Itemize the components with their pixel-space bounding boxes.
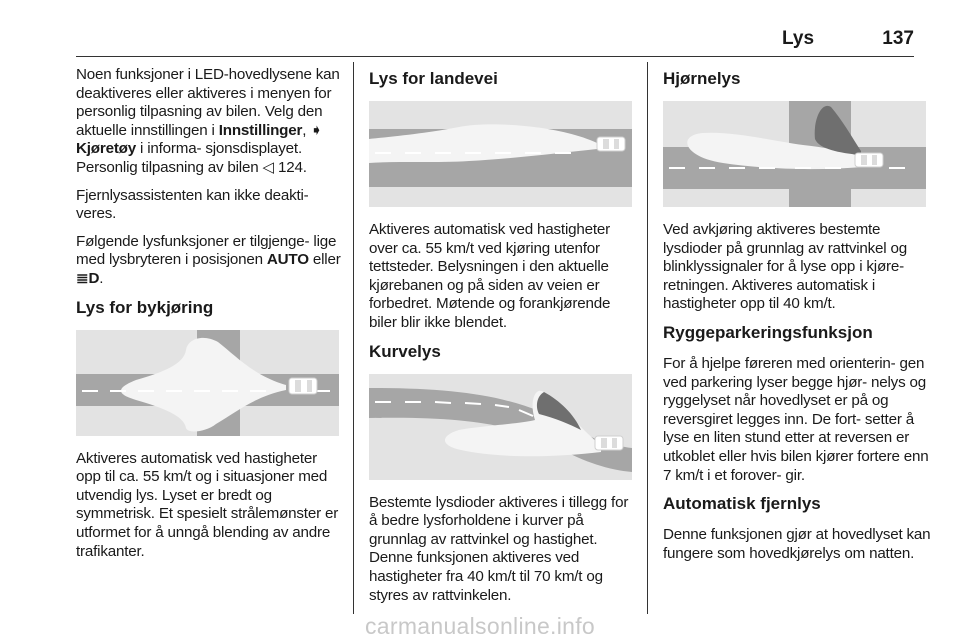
low-beam-icon: ≣D [76,269,100,287]
country-light-illustration [369,101,632,207]
auto-label: AUTO [266,251,309,269]
column-2 [369,66,637,614]
section-title: Lys [782,28,815,49]
car-icon [595,436,623,450]
paragraph-light-switch: Følgende lysfunksjoner er tilgjenge- lige med lysbryteren i posisjonen AUTO eller ≣D. [76,232,341,287]
column-divider-2 [647,62,648,614]
heading-country-light: Lys for landevei [369,69,498,88]
paragraph-country-light: Aktiveres automatisk ved hastigheter over ca. 55 km/t ved kjøring utenfor tettsteder. Belysningen i den aktuelle kjørebanen og på siden av veien er forbedret. Møtende og forankjørende biler blir ikke blendet. [369,221,611,331]
column-3 [663,66,931,572]
heading-town-light: Lys for bykjøring [76,297,214,317]
header-rule [76,56,914,57]
town-light-illustration [76,330,339,436]
heading-reverse-parking: Ryggeparkeringsfunksjon [663,322,873,342]
paragraph-corner-light: Ved avkjøring aktiveres bestemte lysdioder på grunnlag av rattvinkel og blinklyssignaler for å lyse opp i kjøre- retningen. Aktiveres automatisk i hastigheter opp til 40 km/t. [663,221,907,313]
paragraph-reverse-parking: For å hjelpe føreren med orienterin- gen ved parkering lyser begge hjør- nelys og ryggelyset når hovedlyset er på og reversgiret legges inn. De fort- setter å lyse en liten stund etter at reversen er utkoblet eller hvis bilen kjører fortere enn 7 km/t i et forover- gir. [663,354,929,484]
paragraph-high-beam-assist: Fjernlysassistenten kan ikke deakti- veres. [76,186,309,223]
column-1 [76,66,344,570]
page-number: 137 [882,28,914,49]
corner-light-illustration [663,101,926,207]
car-icon [597,137,625,151]
arrow-icon: ➧ [310,121,323,139]
column-divider-1 [353,62,354,614]
curve-light-illustration [369,374,632,480]
page-reference-icon: ◁ [262,158,274,176]
paragraph-auto-high-beam: Denne funksjonen gjør at hovedlyset kan fungere som hovedkjørelys om natten. [663,526,931,562]
paragraph-town-light: Aktiveres automatisk ved hastigheter opp til ca. 55 km/t og i situasjoner med utvendig lys. Lyset er bredt og symmetrisk. Et spesielt strålemønster er utformet for å unngå blending av andre trafikanter. [76,449,339,560]
car-icon [289,378,317,394]
vehicle-label: Kjøretøy [76,140,137,158]
heading-auto-high-beam: Automatisk fjernlys [663,494,821,514]
heading-corner-light: Hjørnelys [663,69,741,88]
paragraph-intro: Noen funksjoner i LED-hovedlysene kan deaktiveres eller aktiveres i menyen for personlig tilpasning av bilen. Velg den aktuelle innstillingen i Innstillinger, ➧ Kjøretøy i informa- sjonsdisplayet. Personlig tilpasning av bilen ◁ 124. [76,66,340,176]
paragraph-curve-light: Bestemte lysdioder aktiveres i tillegg for å bedre lysforholdene i kurver på grunnlag av rattvinkel og hastighet. Denne funksjonen aktiveres ved hastigheter fra 40 km/t til 70 km/t og styres av rattvinkelen. [369,493,629,604]
heading-curve-light: Kurvelys [369,341,441,361]
watermark: carmanualsonline.info [364,613,596,639]
car-icon [855,153,883,167]
page-header [614,28,914,50]
settings-label: Innstillinger [218,121,303,139]
